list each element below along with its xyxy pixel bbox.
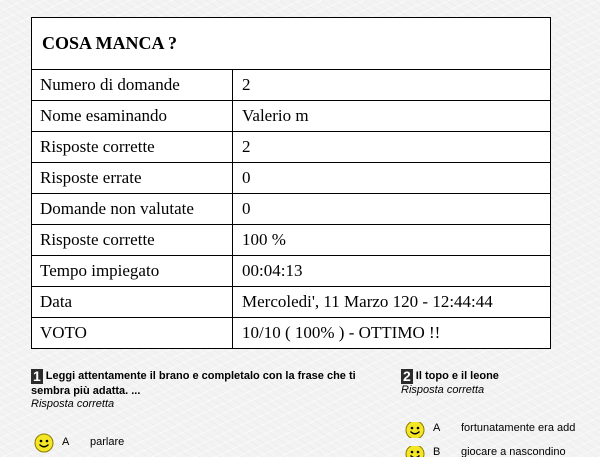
row-label: Risposte corrette — [32, 132, 233, 163]
results-title-row — [32, 18, 551, 70]
table-row — [32, 163, 551, 194]
row-value: 00:04:13 — [233, 256, 551, 287]
row-label: Numero di domande — [32, 70, 233, 101]
question-1-heading — [31, 369, 391, 398]
row-value: Mercoledi', 11 Marzo 120 - 12:44:44 — [233, 287, 551, 318]
row-value: 2 — [233, 132, 551, 163]
question-1 — [31, 369, 391, 411]
row-label: Nome esaminando — [32, 101, 233, 132]
question-number-badge: 1 — [33, 368, 41, 384]
answer-letter: B — [433, 446, 441, 457]
row-label: Data — [32, 287, 233, 318]
question-2-heading — [401, 369, 600, 384]
row-label: Tempo impiegato — [32, 256, 233, 287]
answer-text: giocare a nascondino — [461, 446, 566, 457]
row-label: Risposte corrette — [32, 225, 233, 256]
table-row — [32, 70, 551, 101]
row-value: 2 — [233, 70, 551, 101]
smiley-icon — [405, 446, 425, 457]
results-table — [31, 17, 551, 349]
question-1-status: Risposta corretta — [31, 398, 115, 410]
table-row — [32, 318, 551, 349]
table-row — [32, 225, 551, 256]
row-value: 0 — [233, 194, 551, 225]
smiley-icon — [405, 422, 425, 438]
answer-item — [405, 446, 600, 457]
row-value: Valerio m — [233, 101, 551, 132]
table-row — [32, 132, 551, 163]
answer-text: parlare — [90, 436, 125, 448]
answer-item — [405, 422, 600, 438]
question-2 — [401, 369, 600, 397]
row-value: 100 % — [233, 225, 551, 256]
answer-letter: A — [62, 436, 70, 448]
table-row — [32, 256, 551, 287]
table-row — [32, 194, 551, 225]
answer-letter: A — [433, 422, 441, 434]
question-1-text: Leggi attentamente il brano e completalo con la frase che ti sembra più adatta. ... — [31, 370, 356, 397]
results-title: COSA MANCA ? — [32, 18, 551, 70]
question-2-status: Risposta corretta — [401, 384, 485, 396]
smiley-icon — [34, 433, 54, 456]
row-label: VOTO — [32, 318, 233, 349]
row-label: Domande non valutate — [32, 194, 233, 225]
question-2-text: Il topo e il leone — [415, 370, 499, 382]
answer-text: fortunatamente era add — [461, 422, 576, 434]
row-value: 10/10 ( 100% ) - OTTIMO !! — [233, 318, 551, 349]
table-row — [32, 101, 551, 132]
question-number-badge: 2 — [403, 368, 411, 384]
row-value: 0 — [233, 163, 551, 194]
row-label: Risposte errate — [32, 163, 233, 194]
table-row — [32, 287, 551, 318]
